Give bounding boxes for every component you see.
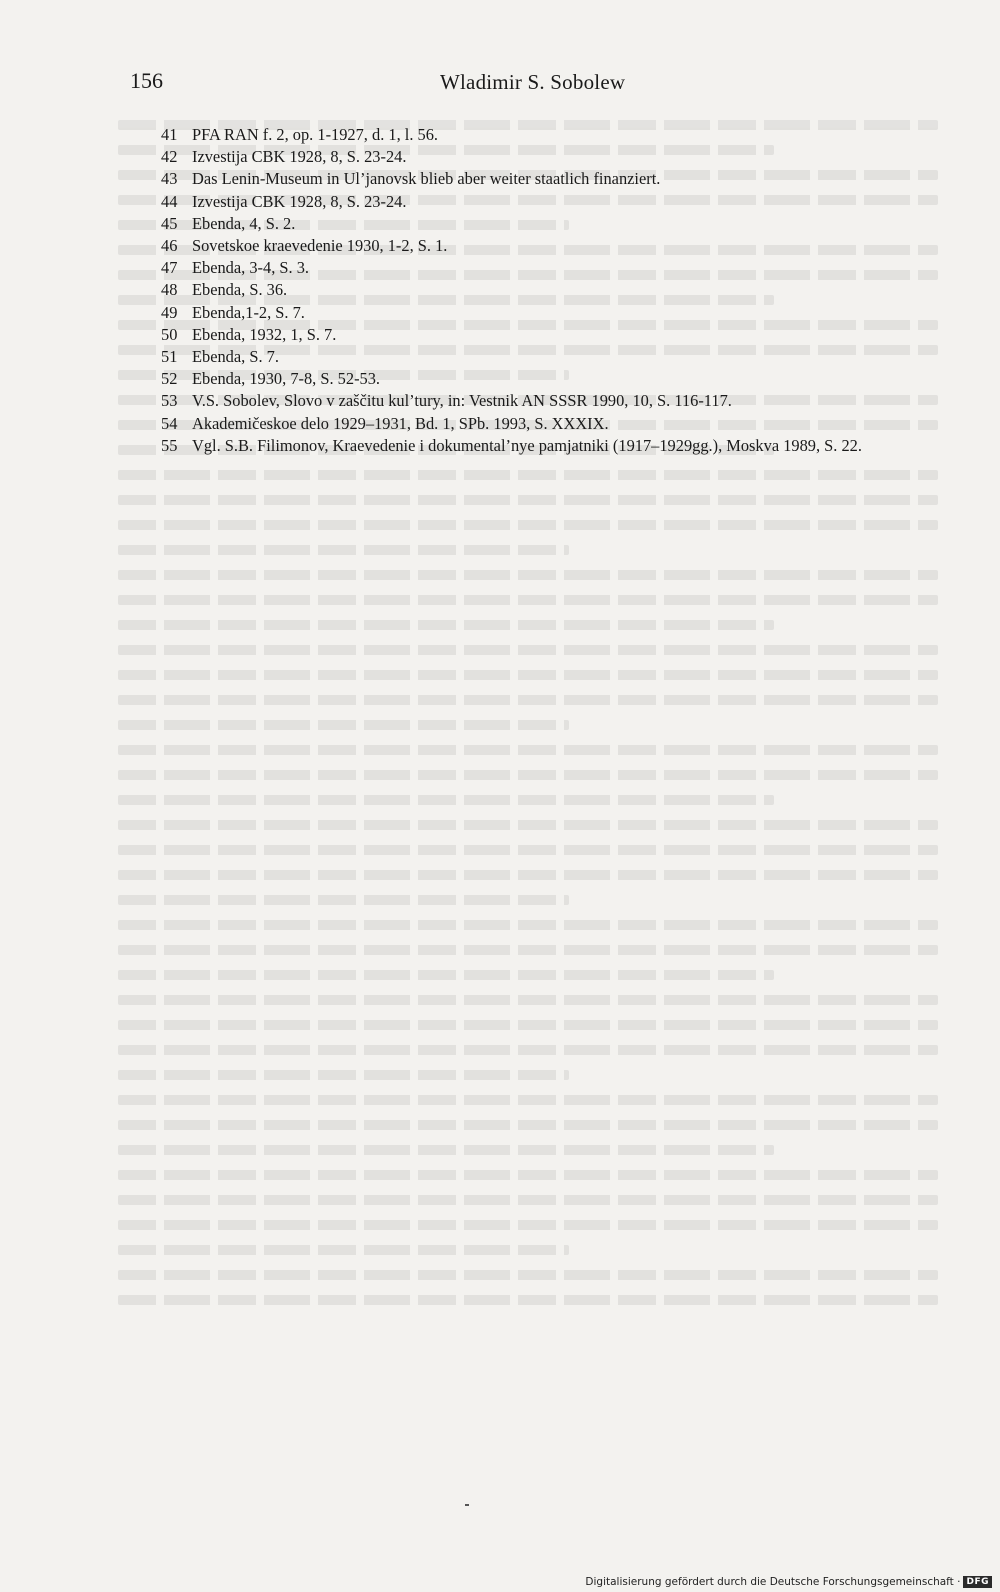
running-head: Wladimir S. Sobolew	[440, 70, 626, 94]
endnote-text: Izvestija CBK 1928, 8, S. 23-24.	[192, 147, 407, 167]
endnote	[118, 146, 948, 168]
endnote	[118, 368, 948, 390]
endnote-number: 44	[161, 191, 178, 211]
endnote-number: 47	[161, 258, 178, 278]
endnote	[118, 435, 948, 457]
endnote-number: 45	[161, 213, 178, 233]
endnote	[118, 346, 948, 368]
dfg-logo: DFG	[963, 1576, 992, 1588]
endnote-text: Ebenda, S. 7.	[192, 347, 279, 367]
endnote-number: 53	[161, 391, 178, 411]
endnote-number: 43	[161, 169, 178, 189]
endnote	[118, 390, 948, 412]
endnote	[118, 191, 948, 213]
endnote	[118, 257, 948, 279]
endnote	[118, 235, 948, 257]
endnote	[118, 302, 948, 324]
endnote-number: 41	[161, 125, 178, 144]
endnote-text: Sovetskoe kraevedenie 1930, 1-2, S. 1.	[192, 236, 448, 256]
endnote	[118, 279, 948, 301]
endnote-number: 52	[161, 369, 178, 389]
endnote-text: Ebenda, 4, S. 2.	[192, 213, 296, 233]
endnote-text: Ebenda, S. 36.	[192, 280, 288, 300]
endnote-number: 46	[161, 236, 178, 256]
endnote	[118, 324, 948, 346]
endnote-text: PFA RAN f. 2, op. 1-1927, d. 1, l. 56.	[192, 125, 439, 144]
endnote	[118, 124, 948, 146]
endnote-number: 49	[161, 302, 178, 322]
endnote-text: Das Lenin-Museum in Ul’janovsk blieb aber weiter staatlich finanziert.	[192, 169, 661, 189]
page-number: 156	[130, 68, 163, 93]
endnote-number: 50	[161, 324, 178, 344]
endnote-text: Ebenda, 1930, 7-8, S. 52-53.	[192, 369, 381, 389]
endnotes-list	[118, 124, 948, 457]
endnote-number: 51	[161, 347, 178, 367]
scan-speck	[465, 1504, 469, 1506]
endnote-number: 54	[161, 413, 178, 433]
endnote-text: Ebenda,1-2, S. 7.	[192, 302, 305, 322]
endnote-number: 42	[161, 147, 178, 167]
endnote	[118, 213, 948, 235]
endnote	[118, 413, 948, 435]
digitization-credit	[585, 1576, 992, 1588]
endnote-number: 48	[161, 280, 178, 300]
endnote-text: Akademičeskoe delo 1929–1931, Bd. 1, SPb. 1993, S. XXXIX.	[192, 413, 609, 433]
endnote	[118, 168, 948, 190]
endnote-text: Izvestija CBK 1928, 8, S. 23-24.	[192, 191, 407, 211]
endnote-text: Ebenda, 3-4, S. 3.	[192, 258, 309, 278]
endnote-text: Ebenda, 1932, 1, S. 7.	[192, 324, 337, 344]
endnote-text: Vgl. S.B. Filimonov, Kraevedenie i dokumental’nye pamjatniki (1917–1929gg.), Moskva 1989, S. 22.	[192, 435, 862, 455]
endnote-text: V.S. Sobolev, Slovo v zaščitu kul’tury, in: Vestnik AN SSSR 1990, 10, S. 116-117.	[192, 391, 732, 411]
credit-text: Digitalisierung gefördert durch die Deutsche Forschungsgemeinschaft ·	[585, 1576, 961, 1588]
endnote-number: 55	[161, 435, 178, 455]
